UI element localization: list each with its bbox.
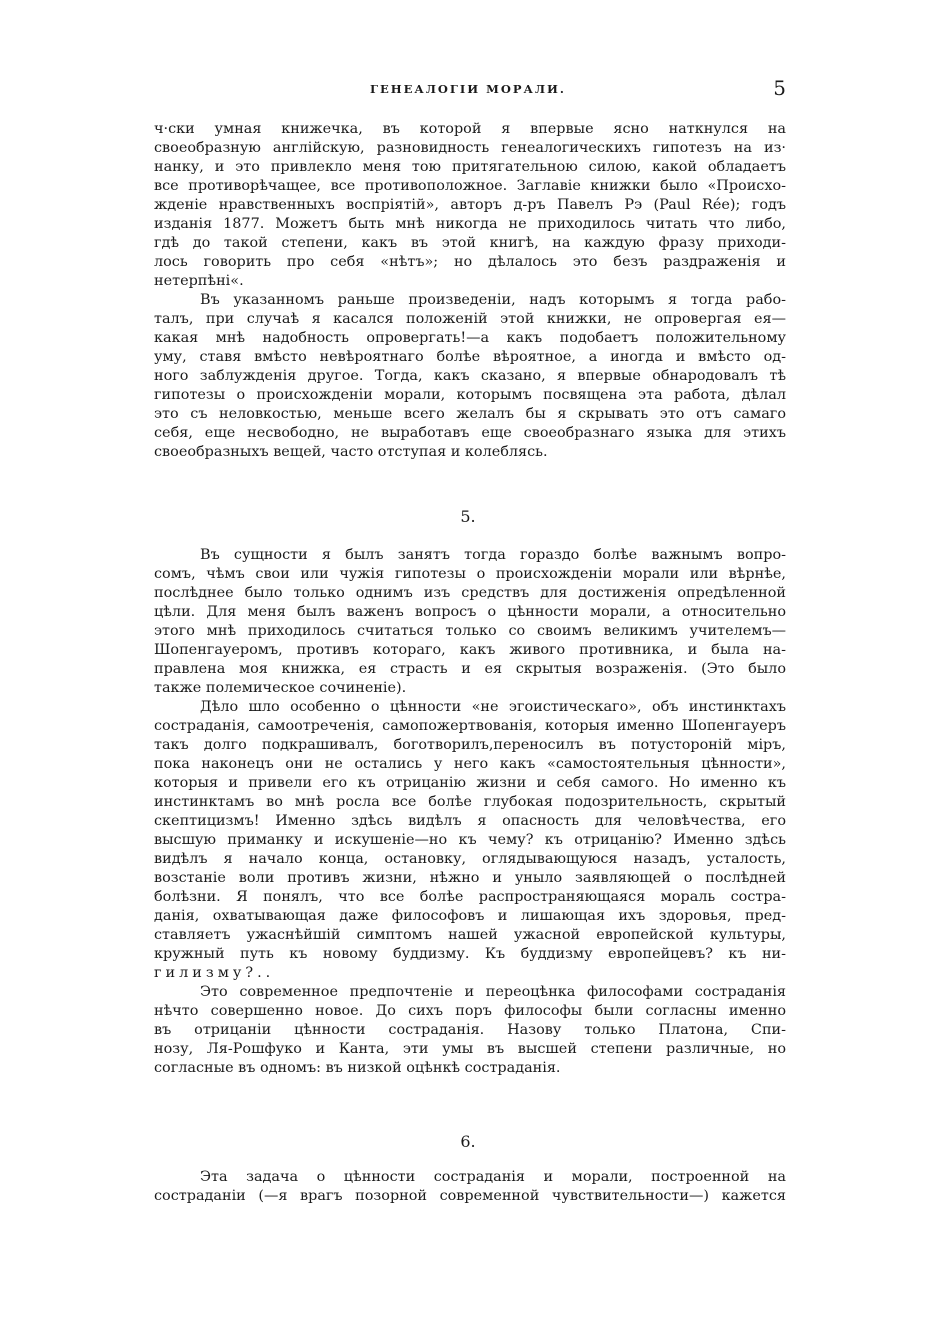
text-line: такъ долго подкрашивалъ, боготворилъ,переносилъ въ потустороній міръ, [154,737,786,753]
text-line: гилизму?.. [154,965,275,981]
text-line: это съ неловкостью, меньше всего желалъ бы я скрывать это отъ самаго [154,406,786,422]
running-head [150,76,786,102]
text-line: все противорѣчащее, все противоположное. Заглавіе книжки было «Происхо- [154,178,786,194]
text-line: послѣднее было только однимъ изъ средствъ для достиженія опредѣленной [154,585,786,601]
section-6-text [154,1168,786,1206]
text-line: этого мнѣ приходилось считаться только со своимъ великимъ учителемъ— [154,623,786,639]
text-line: нанку, и это привлекло меня тою притягательною силою, какой обладаетъ [154,159,786,175]
text-line: Эта задача о цѣнности состраданія и морали, построенной на [200,1169,786,1185]
text-line: Это современное предпочтеніе и переоцѣнка философами состраданія [200,984,786,1000]
text-line: своеобразную англійскую, разновидность генеалогическихъ гипотезъ на из· [154,140,786,156]
text-line: болѣзни. Я понялъ, что все болѣе распространяющаяся мораль сострa- [154,889,786,905]
text-line: инстинктамъ во мнѣ росла все болѣе глубокая подозрительность, скрытый [154,794,786,810]
text-line: Шопенгауеромъ, противъ котораго, какъ живого противника, и была на- [154,642,786,658]
text-line: гдѣ до такой степени, какъ въ этой книгѣ, на каждую фразу приходи- [154,235,786,251]
text-line: согласные въ одномъ: въ низкой оцѣнкѣ состраданія. [154,1060,561,1076]
text-line: ставляетъ ужаснѣйшій симптомъ нашей ужасной европейской культуры, [154,927,786,943]
text-line: возстаніе воли противъ жизни, нѣжно и уныло заявляющей о послѣдней [154,870,786,886]
running-title: ГЕНЕАЛОГІИ МОРАЛИ. [370,82,566,96]
section-5-text [154,546,786,1078]
text-line: какая мнѣ надобность опровергать!—а какъ подобаетъ положительному [154,330,786,346]
page-number: 5 [773,76,786,100]
text-line: кружный путь къ новому буддизму. Къ буддизму европейцевъ? къ ни- [154,946,786,962]
text-line: сомъ, чѣмъ свои или чужія гипотезы о происхожденіи морали или вѣрнѣе, [154,566,786,582]
text-line: скептицизмъ! Именно здѣсь видѣлъ я опасность для человѣчества, его [154,813,786,829]
text-line: состраданіи (—я врагъ позорной современной чувствительности—) кажется [154,1188,786,1204]
text-line: Въ сущности я былъ занятъ тогда гораздо болѣе важнымъ вопро- [200,547,786,563]
section-4-text [154,120,786,462]
text-line: Дѣло шло особенно о цѣнности «не эгоистическаго», объ инстинктахъ [200,699,786,715]
text-line: себя, еще несвободно, не выработавъ еще своеобразнаго языка для этихъ [154,425,786,441]
text-line: данія, охватывающая даже философовъ и лишающая ихъ здоровья, пред- [154,908,786,924]
text-line: жденіе нравственныхъ воспріятій», авторъ д-ръ Павелъ Рэ (Paul Rée); годъ [154,197,786,213]
text-line: своеобразныхъ вещей, часто отступая и колеблясь. [154,444,548,460]
text-line: нетерпѣні«. [154,273,244,289]
text-line: ного заблужденія другое. Тогда, какъ сказано, я впервые обнародовалъ тѣ [154,368,786,384]
text-line: которыя и привели его къ отрицанію жизни и себя самого. Но именно къ [154,775,786,791]
text-line: ч·ски умная книжечка, въ которой я впервые ясно наткнулся на [154,121,786,137]
section-number-5: 5. [460,507,476,526]
text-line: пока наконецъ они не остались у него какъ «самостоятельныя цѣнности», [154,756,786,772]
text-line: видѣлъ я начало конца, остановку, оглядывающуюся назадъ, усталость, [154,851,786,867]
text-line: также полемическое сочиненіе). [154,680,407,696]
text-line: гипотезы о происхожденіи морали, которымъ посвящена эта работа, дѣлал [154,387,786,403]
text-line: лось говорить про себя «нѣтъ»; но дѣлалось это безъ раздраженія и [154,254,786,270]
section-number-6: 6. [460,1132,476,1151]
text-line: нѣчто совершенно новое. До сихъ поръ философы были согласны именно [154,1003,786,1019]
text-line: состраданія, самоотреченія, самопожертвованія, которыя именно Шопенгауеръ [154,718,786,734]
text-line: изданія 1877. Можетъ быть мнѣ никогда не приходилось читать что либо, [154,216,786,232]
text-line: уму, ставя вмѣсто невѣроятнаго болѣе вѣроятное, а иногда и вмѣсто од- [154,349,786,365]
text-line: талъ, при случаѣ я касался положеній этой книжки, не опровергая ея— [154,311,786,327]
text-line: цѣли. Для меня былъ важенъ вопросъ о цѣнности морали, а относительно [154,604,786,620]
text-line: Въ указанномъ раньше произведеніи, надъ которымъ я тогда рабо- [200,292,786,308]
text-line: въ отрицаніи цѣнности состраданія. Назову только Платона, Спи- [154,1022,786,1038]
text-line: нозу, Ля-Рошфуко и Канта, эти умы въ высшей степени различные, но [154,1041,786,1057]
text-line: правлена моя книжка, ея страсть и ея скрытыя возраженія. (Это было [154,661,786,677]
text-line: высшую приманку и искушеніе—но къ чему? къ отрицанію? Именно здѣсь [154,832,786,848]
